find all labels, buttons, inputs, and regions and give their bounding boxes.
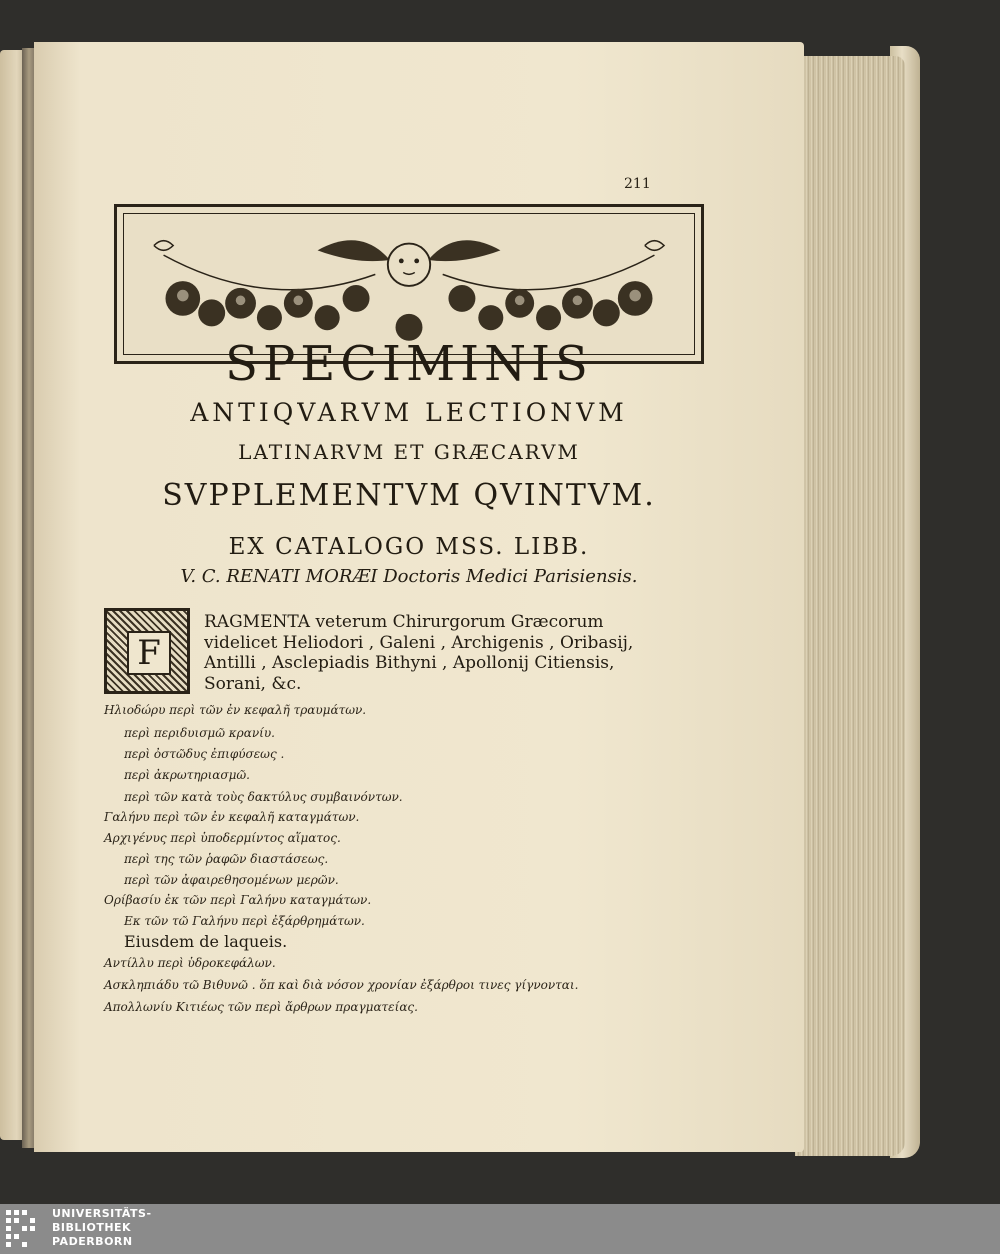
library-name <box>52 1207 152 1249</box>
title-ex-catalogo: EX CATALOGO MSS. LIBB. <box>228 534 590 560</box>
greek-line: Αρχιγένυς περὶ ὑποδερμίντος αἵματος. <box>104 831 341 845</box>
library-logo-icon <box>4 1208 44 1250</box>
greek-line: Ασκληπιάδυ τῶ Βιθυνῶ . ὅπ καὶ διὰ νόσον χρονίαν ἐξάρθροι τινες γίγνονται. <box>104 978 579 992</box>
greek-line: Γαλήνυ περὶ τῶν ἐν κεφαλῆ καταγμάτων. <box>104 810 360 824</box>
greek-line: Απολλωνίυ Κιτιέως τῶν περὶ ἄρθρων πραγματείας. <box>104 1000 418 1014</box>
title-speciminis: SPECIMINIS <box>225 336 593 392</box>
library-name-line: BIBLIOTHEK <box>52 1221 132 1234</box>
page-number: 211 <box>624 176 651 192</box>
greek-line: Ηλιοδώρυ περὶ τῶν ἐν κεφαλῆ τραυμάτων. <box>104 703 367 717</box>
initial-letter: F <box>127 631 171 675</box>
decorated-initial <box>104 608 190 694</box>
greek-line: περὶ τῶν κατὰ τοὺς δακτύλυς συμβαινόντων. <box>124 790 403 804</box>
latin-line-laqueis: Eiusdem de laqueis. <box>124 932 288 951</box>
greek-line: περὶ περιδυισμῶ κρανίυ. <box>124 726 275 740</box>
page-block-edges <box>795 56 905 1156</box>
title-renati: V. C. RENATI MORÆI Doctoris Medici Parisiensis. <box>180 566 638 587</box>
title-antiquarum: ANTIQVARVM LECTIONVM <box>190 398 628 427</box>
title-supplementum: SVPPLEMENTVM QVINTVM. <box>162 478 656 513</box>
greek-line: περὶ τῶν ἀφαιρεθησομένων μερῶν. <box>124 873 339 887</box>
greek-line: περὶ ἀκρωτηριασμῶ. <box>124 768 250 782</box>
intro-paragraph: RAGMENTA veterum Chirurgorum Græcorum videlicet Heliodori , Galeni , Archigenis , Oribasij, Antilli , Asclepiadis Bithyni , Apollonij Citiensis, Sorani, &c. <box>204 612 634 694</box>
title-latinarum: LATINARVM ET GRÆCARVM <box>238 440 580 464</box>
greek-line: Εκ τῶν τῶ Γαλήνυ περὶ ἐξάρθρημάτων. <box>124 914 365 928</box>
greek-line: Αντίλλυ περὶ ὑδροκεφάλων. <box>104 956 276 970</box>
greek-line: περὶ της τῶν ῥαφῶν διαστάσεως. <box>124 852 329 866</box>
library-name-line: PADERBORN <box>52 1235 133 1248</box>
library-name-line: UNIVERSITÄTS- <box>52 1207 152 1220</box>
greek-line: περὶ ὀστῶδυς ἐπιφύσεως . <box>124 747 285 761</box>
greek-line: Ορίβασίυ ἐκ τῶν περὶ Γαλήνυ καταγμάτων. <box>104 893 372 907</box>
library-footer-bar <box>0 1204 1000 1254</box>
